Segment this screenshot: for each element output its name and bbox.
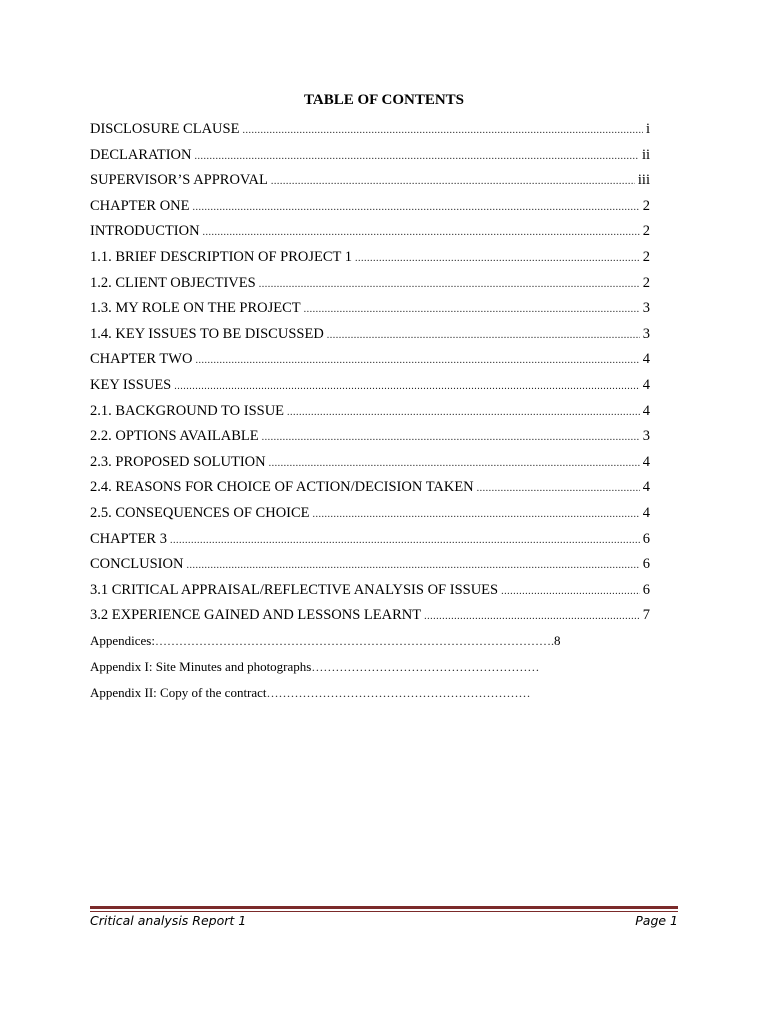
appendix-entry-label: Appendix II: Copy of the contract	[90, 685, 267, 700]
toc-entry[interactable]	[90, 373, 650, 399]
toc-entry[interactable]	[90, 424, 650, 450]
toc-entry-label: 3.1 CRITICAL APPRAISAL/REFLECTIVE ANALYSIS OF ISSUES	[90, 581, 499, 598]
toc-entry-label: 1.4. KEY ISSUES TO BE DISCUSSED	[90, 325, 324, 342]
toc-entry[interactable]	[90, 117, 650, 143]
toc-entry[interactable]	[90, 603, 650, 629]
toc-leader-dots	[287, 400, 640, 426]
toc-entry-page: i	[645, 121, 650, 137]
toc-entry[interactable]	[90, 219, 650, 245]
appendix-entry[interactable]	[90, 680, 650, 706]
toc-entry-page: 4	[642, 351, 650, 368]
toc-entry[interactable]	[90, 399, 650, 425]
toc-leader-dots	[271, 169, 635, 195]
toc-entry-page: 7	[642, 607, 650, 624]
toc-leader-dots	[269, 451, 640, 477]
footer-divider-thin	[90, 911, 678, 912]
toc-entry[interactable]	[90, 194, 650, 220]
appendix-leader-dots: ……………………………………………………………………………………….	[154, 634, 554, 648]
toc-entry-label: CONCLUSION	[90, 556, 184, 573]
toc-entry-page: 2	[642, 274, 650, 291]
appendix-entry-label: Appendices:	[90, 633, 155, 648]
toc-entry[interactable]	[90, 271, 650, 297]
toc-entry[interactable]	[90, 475, 650, 501]
toc-leader-dots	[501, 579, 640, 605]
toc-entry[interactable]	[90, 501, 650, 527]
toc-leader-dots	[259, 272, 640, 298]
toc-leader-dots	[424, 604, 640, 630]
toc-entry-page: 3	[642, 428, 650, 445]
appendix-entry-page: 8	[553, 633, 561, 648]
toc-leader-dots	[174, 374, 640, 400]
toc-entry[interactable]	[90, 168, 650, 194]
toc-entry-label: CHAPTER TWO	[90, 351, 193, 368]
toc-entry-label: 3.2 EXPERIENCE GAINED AND LESSONS LEARNT	[90, 607, 422, 624]
toc-entry[interactable]	[90, 347, 650, 373]
toc-leader-dots	[327, 323, 640, 349]
toc-entry-label: CHAPTER 3	[90, 530, 167, 547]
toc-list	[90, 117, 650, 629]
toc-entry-label: 1.2. CLIENT OBJECTIVES	[90, 274, 256, 291]
page-title: TABLE OF CONTENTS	[303, 92, 465, 108]
toc-entry-page: 3	[642, 325, 650, 342]
toc-leader-dots	[355, 246, 640, 272]
toc-entry-label: SUPERVISOR’S APPROVAL	[90, 172, 268, 189]
toc-entry-page: 4	[642, 402, 650, 419]
toc-leader-dots	[262, 425, 640, 451]
toc-entry-page: 2	[642, 248, 650, 265]
toc-entry-label: DISCLOSURE CLAUSE	[90, 121, 240, 137]
toc-entry-page: 3	[642, 300, 650, 317]
toc-entry-label: 2.1. BACKGROUND TO ISSUE	[90, 402, 285, 419]
toc-entry-page: 6	[642, 530, 650, 547]
toc-leader-dots	[195, 348, 639, 374]
toc-entry-page: 6	[642, 581, 650, 598]
toc-entry-label: 2.2. OPTIONS AVAILABLE	[90, 428, 259, 445]
toc-entry[interactable]	[90, 322, 650, 348]
toc-entry-page: 4	[642, 504, 650, 521]
toc-entry[interactable]	[90, 245, 650, 271]
toc-leader-dots	[313, 502, 640, 528]
toc-entry-page: 4	[642, 376, 650, 393]
toc-entry-page: 4	[642, 453, 650, 470]
toc-entry-label: 2.3. PROPOSED SOLUTION	[90, 453, 266, 470]
footer-divider	[90, 906, 678, 909]
toc-entry[interactable]	[90, 527, 650, 553]
footer-report-title: Critical analysis Report 1	[90, 913, 247, 928]
toc-entry-label: INTRODUCTION	[90, 223, 200, 240]
appendix-list	[90, 628, 650, 706]
toc-entry[interactable]	[90, 143, 650, 169]
toc-entry-label: 2.5. CONSEQUENCES OF CHOICE	[90, 504, 310, 521]
toc-entry-page: 4	[642, 479, 650, 496]
appendix-leader-dots: …………………………………………………………	[266, 686, 531, 700]
footer-page-number: Page 1	[635, 913, 678, 928]
toc-leader-dots	[193, 195, 640, 221]
toc-leader-dots	[242, 118, 643, 144]
toc-leader-dots	[170, 528, 640, 554]
toc-entry[interactable]	[90, 578, 650, 604]
toc-leader-dots	[195, 144, 639, 170]
toc-entry[interactable]	[90, 552, 650, 578]
toc-entry-label: CHAPTER ONE	[90, 197, 190, 214]
appendix-leader-dots: …………………………………………………	[311, 660, 540, 674]
toc-entry[interactable]	[90, 296, 650, 322]
toc-entry-page: 2	[642, 197, 650, 214]
appendix-entry-label: Appendix I: Site Minutes and photographs	[90, 659, 312, 674]
toc-leader-dots	[186, 553, 639, 579]
appendix-entry[interactable]	[90, 654, 650, 680]
toc-entry-label: 1.1. BRIEF DESCRIPTION OF PROJECT 1	[90, 248, 352, 265]
appendix-entry[interactable]	[90, 628, 650, 654]
toc-entry-label: DECLARATION	[90, 146, 192, 163]
toc-entry-page: iii	[637, 172, 650, 189]
toc-entry-page: 6	[642, 556, 650, 573]
toc-entry-label: KEY ISSUES	[90, 376, 172, 393]
page-footer	[90, 913, 678, 928]
toc-entry-page: ii	[641, 146, 650, 163]
toc-entry-label: 2.4. REASONS FOR CHOICE OF ACTION/DECISION TAKEN	[90, 479, 474, 496]
toc-leader-dots	[477, 476, 640, 502]
toc-entry-page: 2	[642, 223, 650, 240]
toc-entry[interactable]	[90, 450, 650, 476]
toc-leader-dots	[203, 220, 640, 246]
toc-leader-dots	[304, 297, 640, 323]
toc-entry-label: 1.3. MY ROLE ON THE PROJECT	[90, 300, 301, 317]
